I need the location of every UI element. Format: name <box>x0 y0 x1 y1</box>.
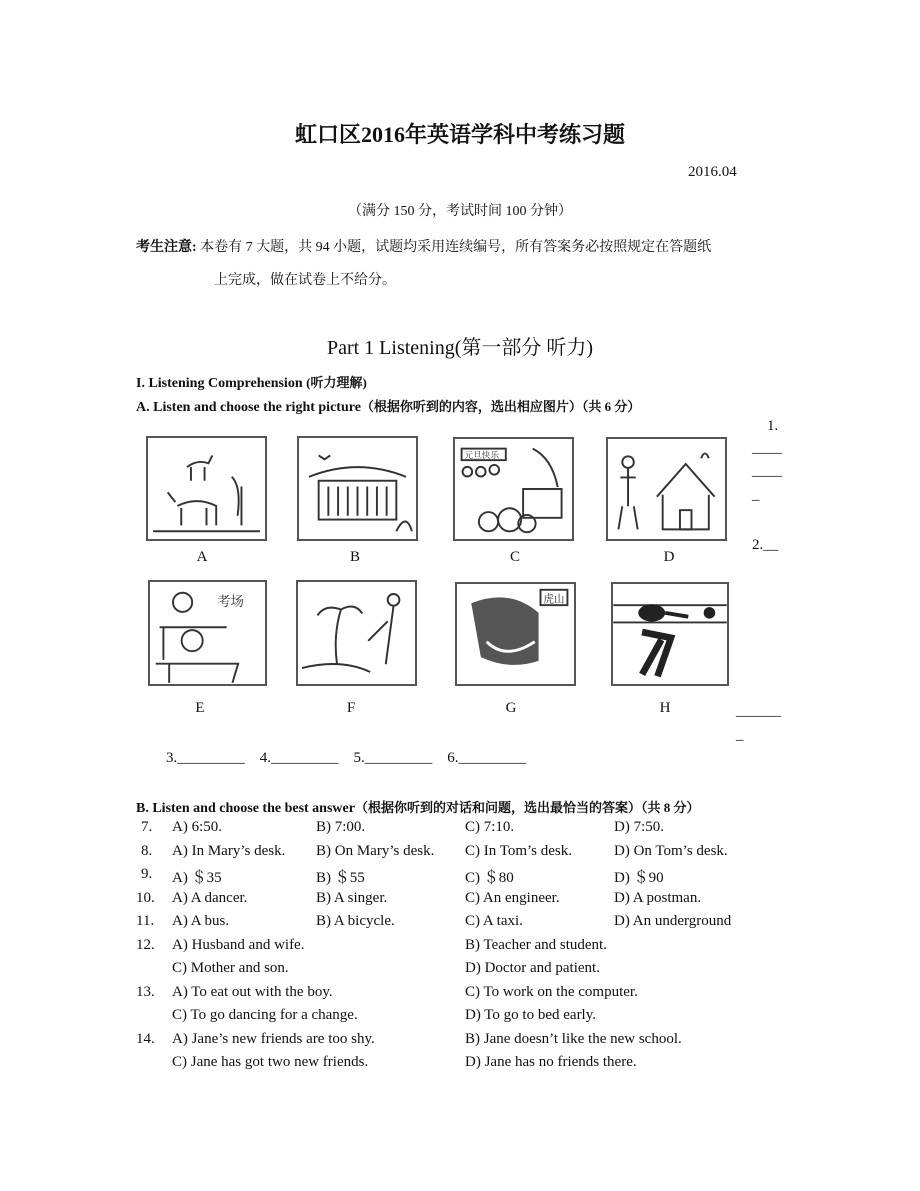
option-d[interactable]: D) Doctor and patient. <box>465 960 600 976</box>
option-a[interactable]: A) ＄35 <box>172 870 222 886</box>
picture-label-e: E <box>195 700 205 716</box>
option-c[interactable]: C) A taxi. <box>465 913 523 929</box>
picture-label-f: F <box>346 700 356 716</box>
answer-blank-2-line[interactable]: ______ <box>736 703 781 719</box>
section-b-title <box>136 797 699 817</box>
picture-b-building <box>297 436 418 541</box>
option-d[interactable]: D) To go to bed early. <box>465 1007 597 1023</box>
option-b[interactable]: C) To work on the computer. <box>465 984 638 1000</box>
notice <box>136 236 711 256</box>
option-d[interactable]: D) On Tom’s desk. <box>614 843 728 859</box>
part-title: Part 1 Listening(第一部分 听力) <box>326 337 594 359</box>
option-d[interactable]: D) ＄90 <box>614 870 664 886</box>
option-a[interactable]: A) In Mary’s desk. <box>172 843 286 859</box>
answer-blanks-3-6[interactable]: 3._________ 4._________ 5._________ 6._________ <box>166 750 526 766</box>
option-d[interactable]: D) An underground <box>614 913 732 929</box>
option-b[interactable]: B) A bicycle. <box>316 913 395 929</box>
section-i-en: I. Listening Comprehension <box>136 376 303 391</box>
question-number: 7. <box>141 819 153 835</box>
picture-c-sign: 元旦快乐 <box>464 450 500 461</box>
answer-blank-1-line[interactable]: _ <box>752 487 760 503</box>
section-a-title <box>136 396 640 416</box>
option-a[interactable]: A) A dancer. <box>172 890 248 906</box>
picture-a-goats <box>146 436 267 541</box>
option-b[interactable]: B) ＄55 <box>316 870 365 886</box>
option-a[interactable]: A) Jane’s new friends are too shy. <box>172 1031 375 1047</box>
question-number: 14. <box>136 1031 155 1047</box>
option-a[interactable]: A) To eat out with the boy. <box>172 984 333 1000</box>
notice-line1: 本卷有 7 大题，共 94 小题，试题均采用连续编号，所有答案务必按照规定在答题纸 <box>200 240 712 255</box>
picture-d-house <box>606 437 727 541</box>
option-b[interactable]: B) Teacher and student. <box>465 937 607 953</box>
picture-e-exam <box>148 580 267 686</box>
option-b[interactable]: B) Jane doesn’t like the new school. <box>465 1031 682 1047</box>
notice-line2: 上完成，做在试卷上不给分。 <box>214 273 396 288</box>
option-c[interactable]: C) Mother and son. <box>172 960 289 976</box>
picture-label-g: G <box>505 700 517 716</box>
picture-label-b: B <box>349 549 360 565</box>
option-a[interactable]: A) 6:50. <box>172 819 222 835</box>
question-number: 11. <box>136 913 155 929</box>
page-title: 虹口区2016年英语学科中考练习题 <box>294 122 625 147</box>
picture-label-h: H <box>659 700 671 716</box>
picture-label-a: A <box>196 549 208 565</box>
answer-blank-2-line[interactable]: _ <box>736 727 744 743</box>
section-b-en: B. Listen and choose the best answer <box>136 801 355 816</box>
section-i-title <box>136 372 367 392</box>
option-c[interactable]: C) ＄80 <box>465 870 514 886</box>
option-b[interactable]: B) A singer. <box>316 890 388 906</box>
option-d[interactable]: D) 7:50. <box>614 819 664 835</box>
option-b[interactable]: B) 7:00. <box>316 819 366 835</box>
section-a-en: A. Listen and choose the right picture <box>136 400 361 415</box>
option-c[interactable]: C) 7:10. <box>465 819 515 835</box>
option-c[interactable]: C) An engineer. <box>465 890 560 906</box>
section-b-cn: （根据你听到的对话和问题，选出最恰当的答案）（共 8 分） <box>354 800 700 815</box>
answer-blank-2[interactable]: 2.__ <box>752 537 779 553</box>
option-b[interactable]: B) On Mary’s desk. <box>316 843 435 859</box>
answer-blank-1-line[interactable]: ____ <box>752 440 782 456</box>
picture-g-tiger <box>455 582 576 686</box>
picture-f-beach <box>296 580 417 686</box>
section-i-cn: (听力理解) <box>306 375 367 390</box>
score-info: （满分 150 分，考试时间 100 分钟） <box>348 204 572 219</box>
option-d[interactable]: D) Jane has no friends there. <box>465 1054 637 1070</box>
exam-date: 2016.04 <box>688 164 737 180</box>
option-a[interactable]: A) A bus. <box>172 913 230 929</box>
picture-h-ping-pong <box>611 582 729 686</box>
picture-label-d: D <box>663 549 675 565</box>
option-a[interactable]: A) Husband and wife. <box>172 937 305 953</box>
question-number: 9. <box>141 866 153 882</box>
section-a-cn: （根据你听到的内容，选出相应图片）（共 6 分） <box>360 399 641 414</box>
picture-c-new-year <box>453 437 574 541</box>
question-number: 8. <box>141 843 153 859</box>
option-c[interactable]: C) To go dancing for a change. <box>172 1007 358 1023</box>
option-c[interactable]: C) Jane has got two new friends. <box>172 1054 369 1070</box>
notice-label: 考生注意: <box>136 240 197 255</box>
question-number: 13. <box>136 984 155 1000</box>
picture-e-sign: 考场 <box>217 594 244 610</box>
answer-blank-1-number: 1. <box>767 418 779 434</box>
answer-blank-1-line[interactable]: ____ <box>752 463 782 479</box>
option-d[interactable]: D) A postman. <box>614 890 702 906</box>
question-number: 10. <box>136 890 155 906</box>
option-c[interactable]: C) In Tom’s desk. <box>465 843 573 859</box>
question-number: 12. <box>136 937 155 953</box>
picture-label-c: C <box>509 549 520 565</box>
picture-g-sign: 虎山 <box>543 594 565 606</box>
